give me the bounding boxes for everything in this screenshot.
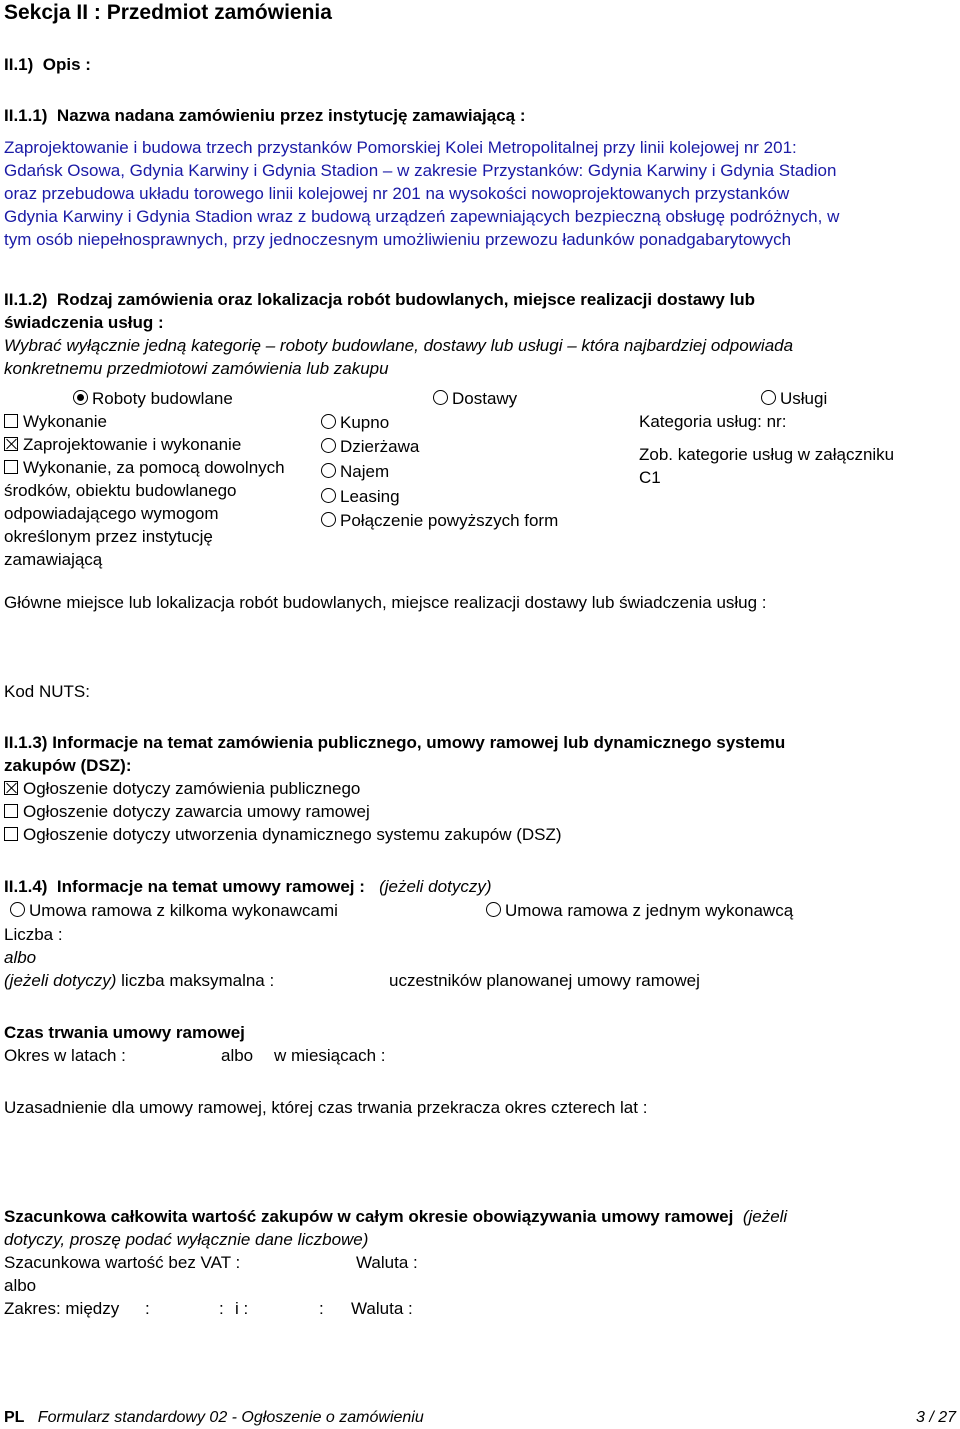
checkbox-label-cont: odpowiadającego wymogom [4, 504, 219, 523]
dostawy-leasing-radio[interactable] [321, 485, 400, 508]
checkbox-empty-icon [4, 827, 18, 841]
radio-empty-icon [321, 438, 336, 453]
checkbox-empty-icon [4, 460, 18, 474]
section-title: Sekcja II : Przedmiot zamówienia [4, 1, 332, 24]
uzasadnienie-label: Uzasadnienie dla umowy ramowej, której czas trwania przekracza okres czterech lat : [4, 1098, 648, 1117]
contract-name-line: oraz przebudowa układu torowego linii kolejowej nr 201 na wysokości nowoprojektowanych przystanków [4, 184, 790, 203]
section-number: II.1.4) [4, 877, 48, 896]
section-number: II.1.3) [4, 733, 48, 752]
contract-name-line: tym osób niepełnosprawnych, przy jednoczesnym umożliwieniu przewozu ładunków ponadgabarytowych [4, 230, 792, 249]
section-ii13-heading [4, 731, 785, 754]
zakres-colon: : [219, 1299, 224, 1318]
radio-empty-icon [433, 390, 448, 405]
szacunkowa-note-cont: dotyczy, proszę podać wyłącznie dane liczbowe) [4, 1230, 369, 1249]
umowa-kilka-radio[interactable] [10, 899, 338, 922]
max-label: liczba maksymalna : [121, 971, 275, 990]
footer-left [4, 1406, 424, 1429]
checkbox-label-cont: zamawiającą [4, 550, 103, 569]
section-ii11-heading [4, 104, 526, 127]
checkbox-label: Ogłoszenie dotyczy zamówienia publicznego [23, 779, 361, 798]
checkbox-label-cont: środków, obiektu budowlanego [4, 481, 237, 500]
section-ii14-heading [4, 875, 491, 898]
footer-lang: PL [4, 1409, 25, 1426]
checkbox-label: Wykonanie, za pomocą dowolnych [23, 458, 285, 477]
roboty-wykonanie-checkbox[interactable] [4, 410, 107, 433]
checkbox-label: Wykonanie [23, 412, 107, 431]
radio-label: Połączenie powyższych form [340, 511, 559, 530]
ogloszenie-zamowienie-checkbox[interactable] [4, 777, 360, 800]
contract-name-line: Gdynia Karwiny i Gdynia Stadion wraz z budową urządzeń zapewniających bezpieczną obsługę podróżnych, w [4, 207, 840, 226]
uczestnikow-label: uczestników planowanej umowy ramowej [389, 971, 700, 990]
szacunkowa-title-row [4, 1205, 787, 1228]
radio-label: Umowa ramowa z jednym wykonawcą [505, 901, 794, 920]
ogloszenie-umowa-ramowa-checkbox[interactable] [4, 800, 370, 823]
checkbox-label: Ogłoszenie dotyczy utworzenia dynamicznego systemu zakupów (DSZ) [23, 825, 562, 844]
radio-empty-icon [321, 463, 336, 478]
czas-trwania-title: Czas trwania umowy ramowej [4, 1023, 245, 1042]
waluta-label: Waluta : [356, 1253, 418, 1272]
section-label: Informacje na temat zamówienia publicznego, umowy ramowej lub dynamicznego systemu [52, 733, 786, 752]
checkbox-empty-icon [4, 414, 18, 428]
radio-selected-icon [73, 390, 88, 405]
checkbox-checked-icon [4, 781, 18, 795]
ogloszenie-dsz-checkbox[interactable] [4, 823, 562, 846]
dostawy-najem-radio[interactable] [321, 460, 389, 483]
checkbox-label: Zaprojektowanie i wykonanie [23, 435, 242, 454]
max-note: (jeżeli dotyczy) [4, 971, 117, 990]
roboty-dowolne-checkbox[interactable] [4, 456, 285, 479]
type-roboty-label: Roboty budowlane [92, 389, 233, 408]
szacunkowa-title: Szacunkowa całkowita wartość zakupów w całym okresie obowiązywania umowy ramowej [4, 1207, 734, 1226]
section-ii1-heading [4, 53, 91, 76]
radio-label: Leasing [340, 487, 400, 506]
miesiace-label: w miesiącach : [274, 1046, 386, 1065]
uslugi-kategoria-label: Kategoria usług: nr: [639, 412, 787, 431]
albo-label: albo [221, 1046, 254, 1065]
radio-empty-icon [321, 414, 336, 429]
miejsce-label: Główne miejsce lub lokalizacja robót budowlanych, miejsce realizacji dostawy lub świadczenia usług : [4, 593, 767, 612]
umowa-jeden-radio[interactable] [486, 899, 793, 922]
radio-empty-icon [321, 512, 336, 527]
section-number: II.1) [4, 55, 34, 74]
radio-empty-icon [486, 902, 501, 917]
roboty-zaprojektowanie-checkbox[interactable] [4, 433, 241, 456]
type-roboty-radio[interactable] [73, 387, 233, 410]
albo-label: albo [4, 948, 37, 967]
footer-page: 3 / 27 [915, 1409, 956, 1426]
section-label: Informacje na temat umowy ramowej : [56, 877, 365, 896]
instruction-text: Wybrać wyłącznie jedną kategorię – roboty budowlane, dostawy lub usługi – która najbardziej odpowiada [4, 336, 794, 355]
footer-form: Formularz standardowy 02 - Ogłoszenie o zamówieniu [37, 1409, 424, 1426]
uslugi-zob-label: Zob. kategorie usług w załączniku [639, 445, 895, 464]
okres-label: Okres w latach : [4, 1046, 126, 1065]
max-row [4, 969, 274, 992]
type-dostawy-label: Dostawy [452, 389, 518, 408]
radio-label: Umowa ramowa z kilkoma wykonawcami [29, 901, 338, 920]
section-number: II.1.1) [4, 106, 48, 125]
checkbox-label: Ogłoszenie dotyczy zawarcia umowy ramowej [23, 802, 370, 821]
contract-name-line: Gdańsk Osowa, Gdynia Karwiny i Gdynia Stadion – w zakresie Przystanków: Gdynia Karwiny i Gdynia Stadion [4, 161, 837, 180]
albo-label: albo [4, 1276, 37, 1295]
section-note: (jeżeli dotyczy) [379, 877, 492, 896]
liczba-label: Liczba : [4, 925, 63, 944]
radio-empty-icon [321, 488, 336, 503]
section-label: Opis : [42, 55, 91, 74]
radio-label: Najem [340, 462, 390, 481]
radio-empty-icon [761, 390, 776, 405]
wartosc-label: Szacunkowa wartość bez VAT : [4, 1253, 241, 1272]
nuts-label: Kod NUTS: [4, 682, 90, 701]
section-label: Nazwa nadana zamówieniu przez instytucję zamawiającą : [56, 106, 526, 125]
checkbox-empty-icon [4, 804, 18, 818]
radio-label: Dzierżawa [340, 437, 420, 456]
zakres-colon: : [145, 1299, 150, 1318]
section-label-cont: świadczenia usług : [4, 313, 164, 332]
section-label: Rodzaj zamówienia oraz lokalizacja robót budowlanych, miejsce realizacji dostawy lub [56, 290, 756, 309]
type-uslugi-label: Usługi [780, 389, 828, 408]
instruction-text: konkretnemu przedmiotowi zamówienia lub zakupu [4, 359, 389, 378]
section-ii12-heading [4, 288, 755, 311]
section-number: II.1.2) [4, 290, 48, 309]
szacunkowa-note: (jeżeli [742, 1207, 788, 1226]
uslugi-zob-label-cont: C1 [639, 468, 661, 487]
section-label-cont: zakupów (DSZ): [4, 756, 132, 775]
waluta-label: Waluta : [351, 1299, 413, 1318]
dostawy-dzierzawa-radio[interactable] [321, 435, 419, 458]
zakres-colon: : [319, 1299, 324, 1318]
dostawy-polaczenie-radio[interactable] [321, 509, 558, 532]
type-uslugi-radio[interactable] [761, 387, 827, 410]
checkbox-label-cont: określonym przez instytucję [4, 527, 213, 546]
contract-name-line: Zaprojektowanie i budowa trzech przystanków Pomorskiej Kolei Metropolitalnej przy linii kolejowej nr 201: [4, 138, 797, 157]
radio-label: Kupno [340, 413, 390, 432]
checkbox-checked-icon [4, 437, 18, 451]
zakres-label: Zakres: między [4, 1299, 120, 1318]
type-dostawy-radio[interactable] [433, 387, 517, 410]
dostawy-kupno-radio[interactable] [321, 411, 389, 434]
zakres-i-label: i : [235, 1299, 249, 1318]
radio-empty-icon [10, 902, 25, 917]
